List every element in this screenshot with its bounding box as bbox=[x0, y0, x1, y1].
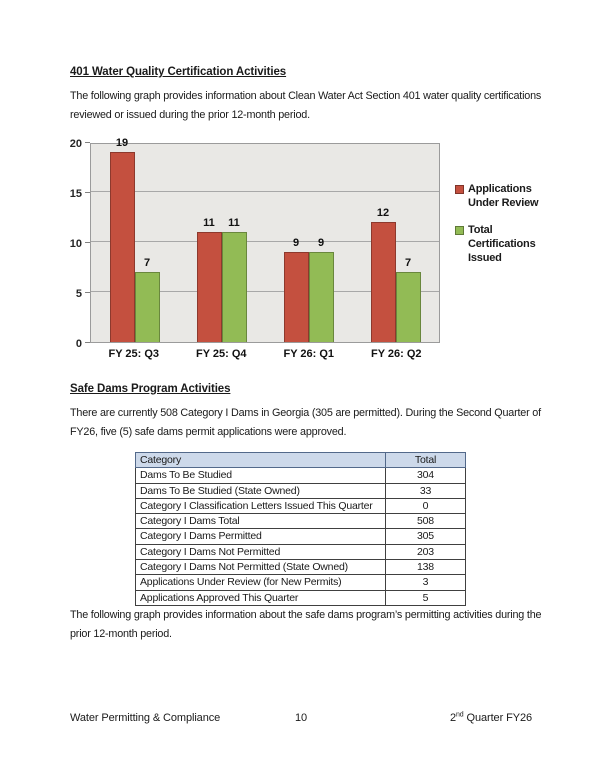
total-cell: 5 bbox=[386, 590, 466, 605]
footer-quarter-superscript: nd bbox=[456, 711, 464, 719]
total-cell: 33 bbox=[386, 483, 466, 498]
bar-group-fy-25-q4 bbox=[178, 142, 265, 342]
bar-wrap bbox=[371, 207, 396, 342]
bar-wrap bbox=[396, 257, 421, 342]
category-cell: Dams To Be Studied (State Owned) bbox=[136, 483, 386, 498]
footer-quarter-prefix: 2 bbox=[449, 712, 456, 724]
chart-plot-area bbox=[90, 137, 440, 343]
dams-table-header-total: Total bbox=[386, 453, 466, 468]
x-axis-category-label: FY 25: Q3 bbox=[108, 348, 160, 360]
chart-legend bbox=[455, 182, 557, 278]
footer-quarter-rest: Quarter FY26 bbox=[463, 712, 532, 724]
category-cell: Category I Dams Permitted bbox=[136, 529, 386, 544]
bar-value-label: 7 bbox=[143, 257, 151, 269]
total-cell: 508 bbox=[386, 514, 466, 529]
table-row bbox=[136, 575, 466, 590]
footer-page-number: 10 bbox=[294, 712, 308, 724]
bar-total-certifications-issued bbox=[396, 272, 421, 342]
chart-y-axis bbox=[69, 138, 90, 350]
y-axis-tick-label: 20 bbox=[69, 138, 82, 150]
chart-bar-groups bbox=[91, 137, 439, 342]
dams-table-header-row bbox=[136, 453, 466, 468]
bar-group-fy-26-q1 bbox=[265, 142, 352, 342]
certifications-bar-chart bbox=[70, 135, 560, 370]
total-cell: 203 bbox=[386, 544, 466, 559]
safe-dams-paragraph-2: The following graph provides information about the safe dams program’s permitting activities during the prior 12-month period. bbox=[70, 609, 542, 640]
y-axis-tick-label: 10 bbox=[69, 238, 82, 250]
category-cell: Category I Dams Not Permitted bbox=[136, 544, 386, 559]
category-cell: Applications Under Review (for New Permits) bbox=[136, 575, 386, 590]
legend-swatch-icon bbox=[455, 185, 464, 194]
x-axis-category-label: FY 26: Q1 bbox=[283, 348, 335, 360]
bar-group-fy-25-q3 bbox=[91, 137, 178, 342]
bar-wrap bbox=[197, 217, 222, 342]
bar-value-label: 7 bbox=[404, 257, 412, 269]
bar-total-certifications-issued bbox=[135, 272, 160, 342]
table-row bbox=[136, 560, 466, 575]
category-cell: Applications Approved This Quarter bbox=[136, 590, 386, 605]
y-axis-tick-label: 15 bbox=[69, 188, 82, 200]
total-cell: 305 bbox=[386, 529, 466, 544]
legend-label: Total Certifications Issued bbox=[468, 224, 536, 264]
dams-table bbox=[135, 452, 466, 606]
legend-item-total-certifications-issued bbox=[455, 223, 557, 265]
legend-item-applications-under-review bbox=[455, 182, 557, 210]
bar-value-label: 9 bbox=[317, 237, 325, 249]
category-cell: Category I Dams Total bbox=[136, 514, 386, 529]
category-cell: Category I Dams Not Permitted (State Owned) bbox=[136, 560, 386, 575]
safe-dams-paragraph: There are currently 508 Category I Dams in Georgia (305 are permitted). During the Second Quarter of FY26, five (5) safe dams permit applications were approved. bbox=[70, 407, 541, 438]
bar-wrap bbox=[110, 137, 135, 342]
bar-wrap bbox=[309, 237, 334, 342]
total-cell: 138 bbox=[386, 560, 466, 575]
total-cell: 3 bbox=[386, 575, 466, 590]
bar-wrap bbox=[135, 257, 160, 342]
category-cell: Category I Classification Letters Issued This Quarter bbox=[136, 498, 386, 513]
bar-applications-under-review bbox=[371, 222, 396, 342]
y-axis-tick-label: 0 bbox=[75, 338, 82, 350]
section-heading-safe-dams: Safe Dams Program Activities bbox=[70, 383, 231, 395]
bar-group-fy-26-q2 bbox=[352, 142, 439, 342]
table-row bbox=[136, 544, 466, 559]
footer-report-title: Water Permitting & Compliance bbox=[70, 712, 221, 724]
bar-total-certifications-issued bbox=[309, 252, 334, 342]
table-row bbox=[136, 529, 466, 544]
total-cell: 304 bbox=[386, 468, 466, 483]
y-axis-tick-label: 5 bbox=[75, 288, 82, 300]
category-cell: Dams To Be Studied bbox=[136, 468, 386, 483]
page-footer bbox=[70, 712, 532, 724]
bar-value-label: 12 bbox=[376, 207, 390, 219]
bar-applications-under-review bbox=[284, 252, 309, 342]
table-row bbox=[136, 468, 466, 483]
bar-applications-under-review bbox=[197, 232, 222, 342]
legend-label: Applications Under Review bbox=[468, 183, 539, 209]
bar-value-label: 9 bbox=[292, 237, 300, 249]
table-row bbox=[136, 498, 466, 513]
dams-table-body bbox=[136, 468, 466, 606]
bar-value-label: 19 bbox=[115, 137, 129, 149]
chart-x-axis bbox=[90, 348, 440, 360]
x-axis-category-label: FY 25: Q4 bbox=[195, 348, 247, 360]
x-axis-category-label: FY 26: Q2 bbox=[370, 348, 422, 360]
section-heading-401-water-quality: 401 Water Quality Certification Activities bbox=[70, 66, 287, 78]
bar-total-certifications-issued bbox=[222, 232, 247, 342]
bar-value-label: 11 bbox=[228, 217, 240, 229]
legend-swatch-icon bbox=[455, 226, 464, 235]
table-row bbox=[136, 483, 466, 498]
footer-quarter-label bbox=[369, 712, 532, 724]
section-401-paragraph: The following graph provides information about Clean Water Act Section 401 water quality certifications reviewed or issued during the prior 12-month period. bbox=[70, 90, 542, 121]
table-row bbox=[136, 590, 466, 605]
bar-wrap bbox=[222, 217, 247, 342]
bar-wrap bbox=[284, 237, 309, 342]
dams-table-header-category: Category bbox=[136, 453, 386, 468]
total-cell: 0 bbox=[386, 498, 466, 513]
table-row bbox=[136, 514, 466, 529]
bar-applications-under-review bbox=[110, 152, 135, 342]
bar-value-label: 11 bbox=[203, 217, 215, 229]
